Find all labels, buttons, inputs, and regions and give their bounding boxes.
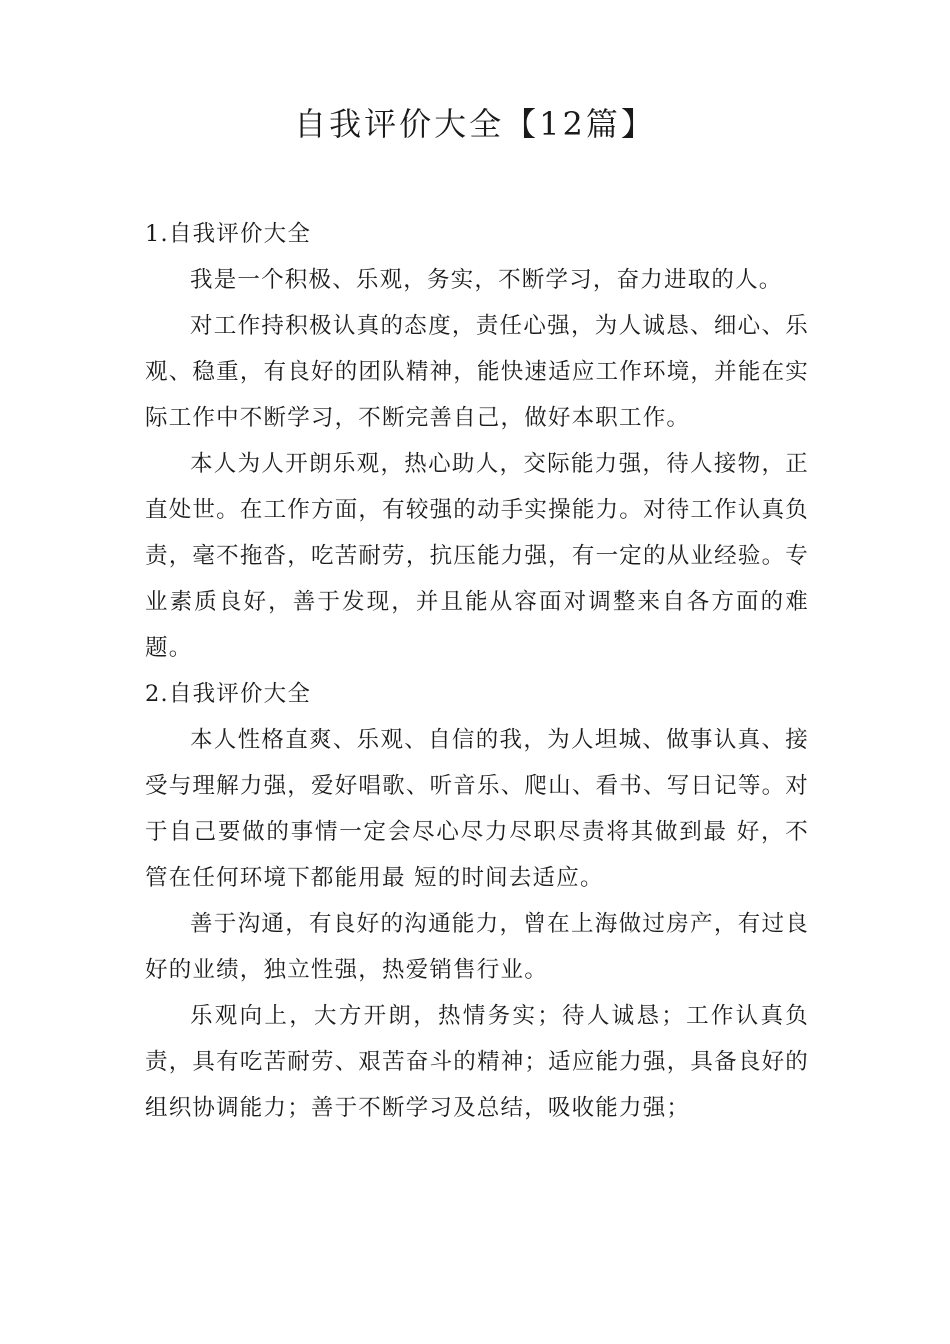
document-title: 自我评价大全【12篇】	[294, 105, 656, 143]
section-2-paragraph-2: 善于沟通，有良好的沟通能力，曾在上海做过房产，有过良好的业绩，独立性强，热爱销售行业。	[145, 911, 809, 983]
section-1-paragraph-1: 我是一个积极、乐观，务实，不断学习，奋力进取的人。	[190, 267, 783, 293]
section-1-paragraph-3: 本人为人开朗乐观，热心助人，交际能力强，待人接物，正直处世。在工作方面，有较强的动手实操能力。对待工作认真负责，毫不拖沓，吃苦耐劳，抗压能力强，有一定的从业经验。专业素质良好，善于发现，并且能从容面对调整来自各方面的难题。	[145, 451, 809, 661]
section-2-paragraph-3: 乐观向上，大方开朗，热情务实；待人诚恳；工作认真负责，具有吃苦耐劳、艰苦奋斗的精神；适应能力强，具备良好的组织协调能力；善于不断学习及总结，吸收能力强；	[145, 1003, 809, 1121]
section-1-heading: 1.自我评价大全	[145, 221, 312, 247]
document-body	[145, 211, 809, 1131]
section-2-heading: 2.自我评价大全	[145, 681, 312, 707]
section-1-paragraph-2: 对工作持积极认真的态度，责任心强，为人诚恳、细心、乐观、稳重，有良好的团队精神，能快速适应工作环境，并能在实际工作中不断学习，不断完善自己，做好本职工作。	[145, 313, 809, 431]
section-2-paragraph-1: 本人性格直爽、乐观、自信的我，为人坦城、做事认真、接受与理解力强，爱好唱歌、听音乐、爬山、看书、写日记等。对于自己要做的事情一定会尽心尽力尽职尽责将其做到最 好，不管在任何环境下都能用最 短的时间去适应。	[145, 727, 809, 891]
